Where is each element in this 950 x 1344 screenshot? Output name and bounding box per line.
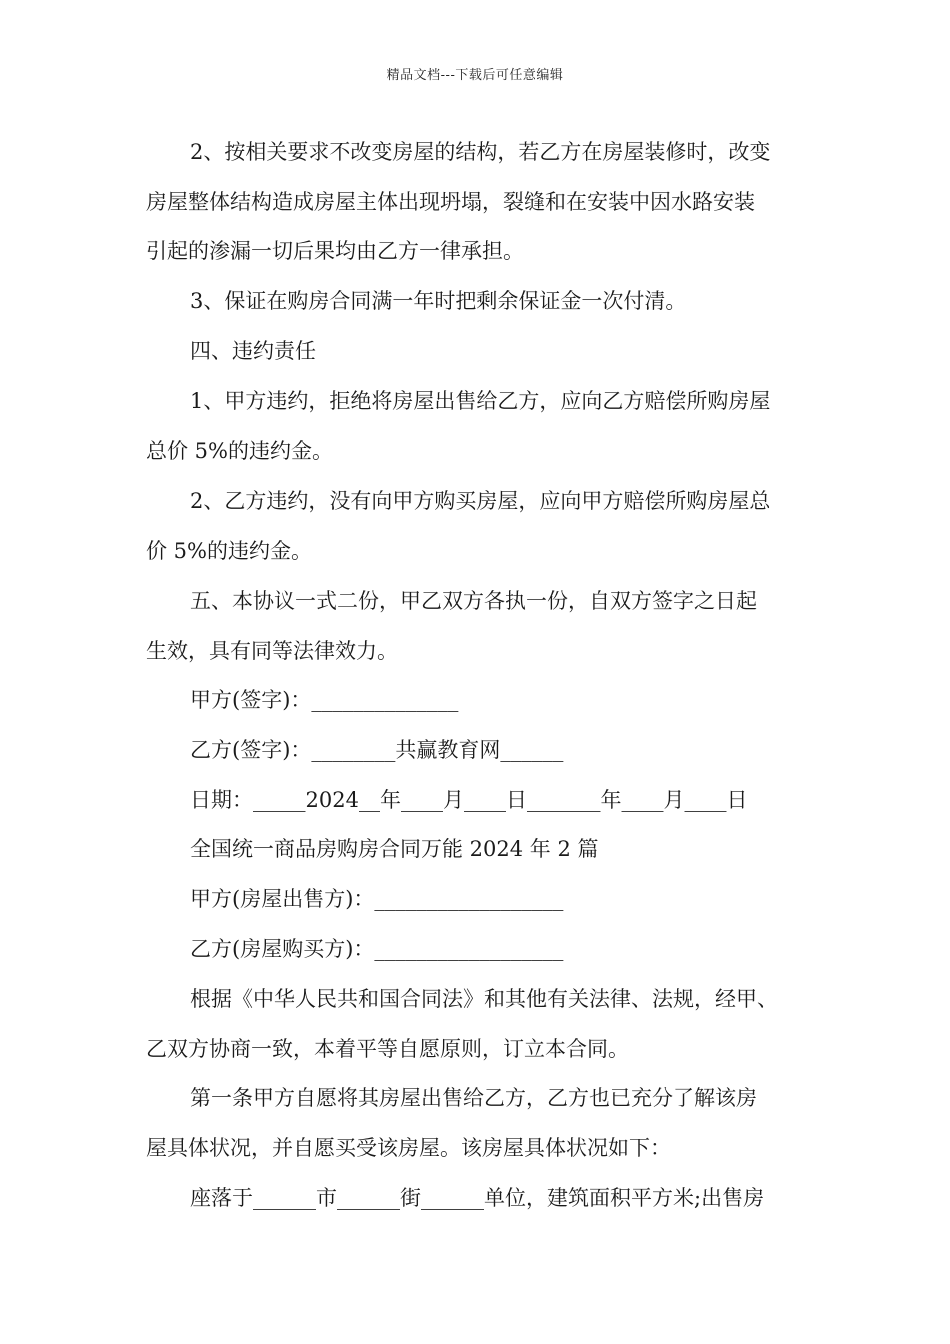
text-line: 3、保证在购房合同满一年时把剩余保证金一次付清。 (190, 289, 687, 313)
text-line: 五、本协议一式二份，甲乙双方各执一份，自双方签字之日起 (190, 589, 757, 613)
buyer-line: 乙方(房屋购买方)：__________________ (190, 937, 564, 961)
text-line: 2、按相关要求不改变房屋的结构，若乙方在房屋装修时，改变 (190, 140, 771, 164)
signature-line-party-b: 乙方(签字)：________共赢教育网______ (190, 738, 564, 762)
signature-line-party-a: 甲方(签字)：______________ (190, 688, 459, 712)
contract-title: 全国统一商品房购房合同万能 2024 年 2 篇 (190, 837, 599, 861)
text-line: 引起的渗漏一切后果均由乙方一律承担。 (146, 239, 524, 263)
text-line: 生效，具有同等法律效力。 (146, 639, 398, 663)
seller-line: 甲方(房屋出售方)：__________________ (190, 887, 564, 911)
date-line: 日期：_____2024__年____月____日_______年____月____日 (190, 788, 748, 812)
text-line: 2、乙方违约，没有向甲方购买房屋，应向甲方赔偿所购房屋总 (190, 489, 771, 513)
text-line: 第一条甲方自愿将其房屋出售给乙方，乙方也已充分了解该房 (190, 1086, 757, 1110)
text-line: 总价 5%的违约金。 (146, 439, 333, 463)
text-line: 根据《中华人民共和国合同法》和其他有关法律、法规，经甲、 (190, 987, 778, 1011)
text-line: 座落于______市______街______单位，建筑面积平方米;出售房 (190, 1186, 765, 1210)
text-line: 屋具体状况，并自愿买受该房屋。该房屋具体状况如下： (146, 1136, 671, 1160)
text-line: 价 5%的违约金。 (146, 539, 312, 563)
text-line: 乙双方协商一致，本着平等自愿原则，订立本合同。 (146, 1037, 629, 1061)
page-header: 精品文档---下载后可任意编辑 (386, 68, 564, 83)
text-line: 房屋整体结构造成房屋主体出现坍塌，裂缝和在安装中因水路安装 (146, 190, 755, 214)
text-line: 1、甲方违约，拒绝将房屋出售给乙方，应向乙方赔偿所购房屋 (190, 389, 771, 413)
section-heading: 四、违约责任 (190, 339, 316, 363)
